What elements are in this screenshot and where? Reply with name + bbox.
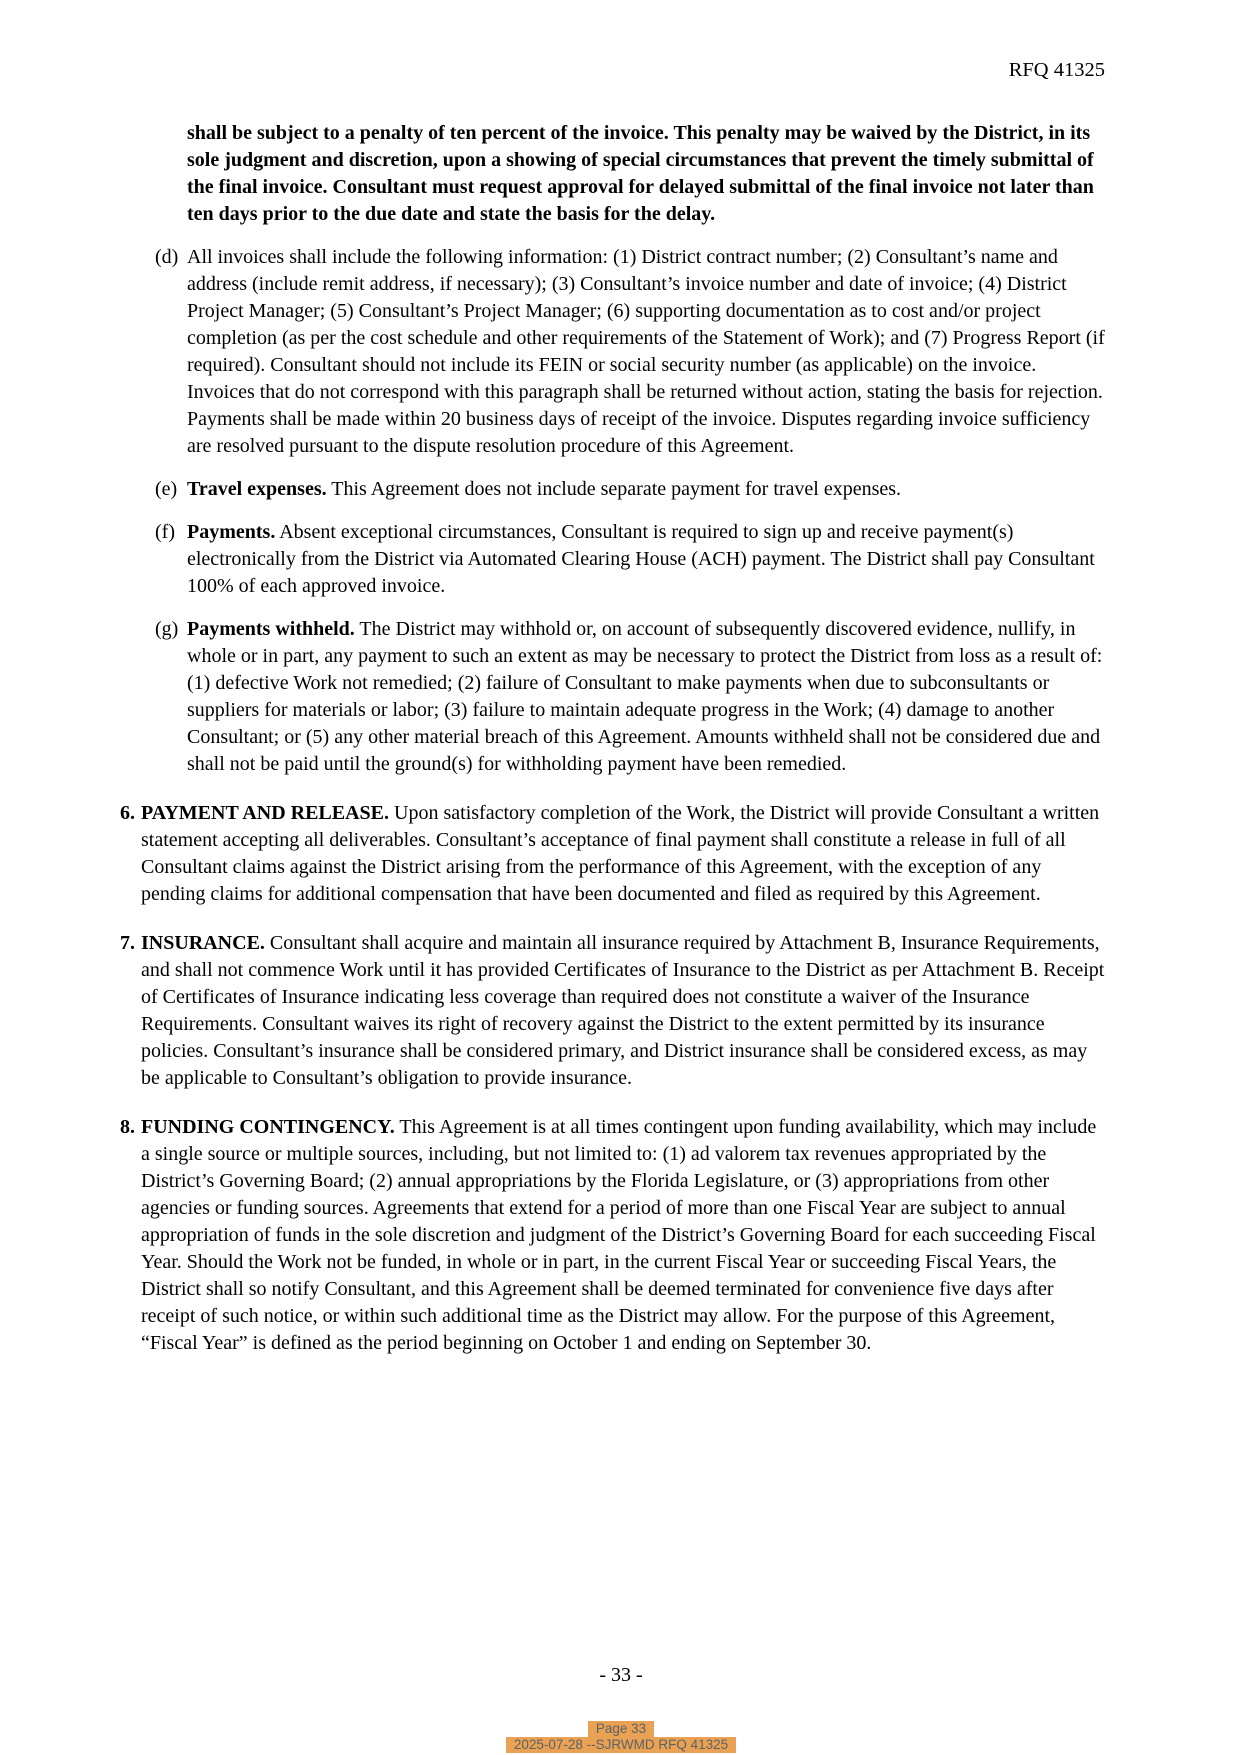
stamp-chip-date-ref: 2025-07-28 --SJRWMD RFQ 41325 xyxy=(506,1737,736,1753)
section-7-body: Consultant shall acquire and maintain all insurance required by Attachment B, Insurance Requirements, and shall not commence Work until it has provided Certificates of Insurance to the District as per Attachment B. Receipt of Certificates of Insurance indicating less coverage than required does not constitute a waiver of the Insurance Requirements. Consultant waives its right of recovery against the District to the extent permitted by its insurance policies. Consultant’s insurance shall be considered primary, and District insurance shall be considered excess, as may be applicable to Consultant’s obligation to provide insurance. xyxy=(141,932,1105,1089)
doc-reference: RFQ 41325 xyxy=(1008,59,1105,81)
clause-e xyxy=(155,476,1105,503)
clause-d-label: (d) xyxy=(155,246,179,268)
clause-e-body: This Agreement does not include separate payment for travel expenses. xyxy=(326,478,902,500)
clause-f xyxy=(155,519,1105,600)
clause-d xyxy=(155,244,1105,460)
section-6-text xyxy=(141,800,1105,908)
intro-paragraph: shall be subject to a penalty of ten percent of the invoice. This penalty may be waived by the District, in its sole judgment and discretion, upon a showing of special circumstances that prevent the timely submittal of the final invoice. Consultant must request approval for delayed submittal of the final invoice not later than ten days prior to the due date and state the basis for the delay. xyxy=(187,122,1094,225)
clause-g-body: The District may withhold or, on account of subsequently discovered evidence, nullify, in whole or in part, any payment to such an extent as may be necessary to protect the District from loss as a result of: (1) defective Work not remedied; (2) failure of Consultant to make payments when due to subconsultants or suppliers for materials or labor; (3) failure to maintain adequate progress in the Work; (4) damage to another Consultant; or (5) any other material breach of this Agreement. Amounts withheld shall not be considered due and shall not be paid until the ground(s) for withholding payment have been remedied. xyxy=(187,618,1103,775)
clause-g xyxy=(155,616,1105,778)
section-7-heading: INSURANCE. xyxy=(141,932,265,954)
section-8-body: This Agreement is at all times contingent upon funding availability, which may include a single source or multiple sources, including, but not limited to: (1) ad valorem tax revenues appropriated by the District’s Governing Board; (2) annual appropriations by the Florida Legislature, or (3) appropriations from other agencies or funding sources. Agreements that extend for a period of more than one Fiscal Year are subject to annual appropriation of funds in the sole discretion and judgment of the District’s Governing Board for each succeeding Fiscal Year. Should the Work not be funded, in whole or in part, in the current Fiscal Year or succeeding Fiscal Years, the District shall so notify Consultant, and this Agreement shall be deemed terminated for convenience five days after receipt of such notice, or within such additional time as the District may allow. For the purpose of this Agreement, “Fiscal Year” is defined as the period beginning on October 1 and ending on September 30. xyxy=(141,1116,1097,1354)
clause-d-text xyxy=(187,244,1105,460)
section-8-text xyxy=(141,1114,1105,1357)
section-7-number: 7. xyxy=(120,932,135,954)
stamp-chip-page: Page 33 xyxy=(588,1721,654,1737)
clause-e-label: (e) xyxy=(155,478,178,500)
clause-f-text xyxy=(187,519,1105,600)
clause-d-body: All invoices shall include the following information: (1) District contract number; (2) Consultant’s name and address (include remit address, if necessary); (3) Consultant’s invoice number and date of invoice; (4) District Project Manager; (5) Consultant’s Project Manager; (6) supporting documentation as to cost and/or project completion (as per the cost schedule and other requirements of the Statement of Work); and (7) Progress Report (if required). Consultant should not include its FEIN or social security number (as applicable) on the invoice. Invoices that do not correspond with this paragraph shall be returned without action, stating the basis for rejection. Payments shall be made within 20 business days of receipt of the invoice. Disputes regarding invoice sufficiency are resolved pursuant to the dispute resolution procedure of this Agreement. xyxy=(187,246,1105,457)
clause-g-text xyxy=(187,616,1105,778)
document-body xyxy=(120,120,1105,1357)
stamp-row-2 xyxy=(0,1737,1242,1753)
section-8-number: 8. xyxy=(120,1116,135,1138)
clause-f-label: (f) xyxy=(155,521,175,543)
section-7-insurance xyxy=(120,930,1105,1092)
section-6-number: 6. xyxy=(120,802,135,824)
clause-e-heading: Travel expenses. xyxy=(187,478,327,500)
clause-f-body: Absent exceptional circumstances, Consultant is required to sign up and receive payment(s) electronically from the District via Automated Clearing House (ACH) payment. The District shall pay Consultant 100% of each approved invoice. xyxy=(187,521,1095,597)
clause-g-heading: Payments withheld. xyxy=(187,618,355,640)
section-7-text xyxy=(141,930,1105,1092)
section-8-heading: FUNDING CONTINGENCY. xyxy=(141,1116,395,1138)
section-6-payment-and-release xyxy=(120,800,1105,908)
stamp-row-1 xyxy=(0,1721,1242,1737)
clause-e-text xyxy=(187,476,1105,503)
clause-f-heading: Payments. xyxy=(187,521,276,543)
footer-stamp xyxy=(0,1721,1242,1753)
page-number: - 33 - xyxy=(599,1664,643,1686)
clause-g-label: (g) xyxy=(155,618,179,640)
section-8-funding-contingency xyxy=(120,1114,1105,1357)
section-6-heading: PAYMENT AND RELEASE. xyxy=(141,802,390,824)
section-6-body: Upon satisfactory completion of the Work, the District will provide Consultant a written statement accepting all deliverables. Consultant’s acceptance of final payment shall constitute a release in full of all Consultant claims against the District arising from the performance of this Agreement, with the exception of any pending claims for additional compensation that have been documented and filed as required by this Agreement. xyxy=(141,802,1100,905)
